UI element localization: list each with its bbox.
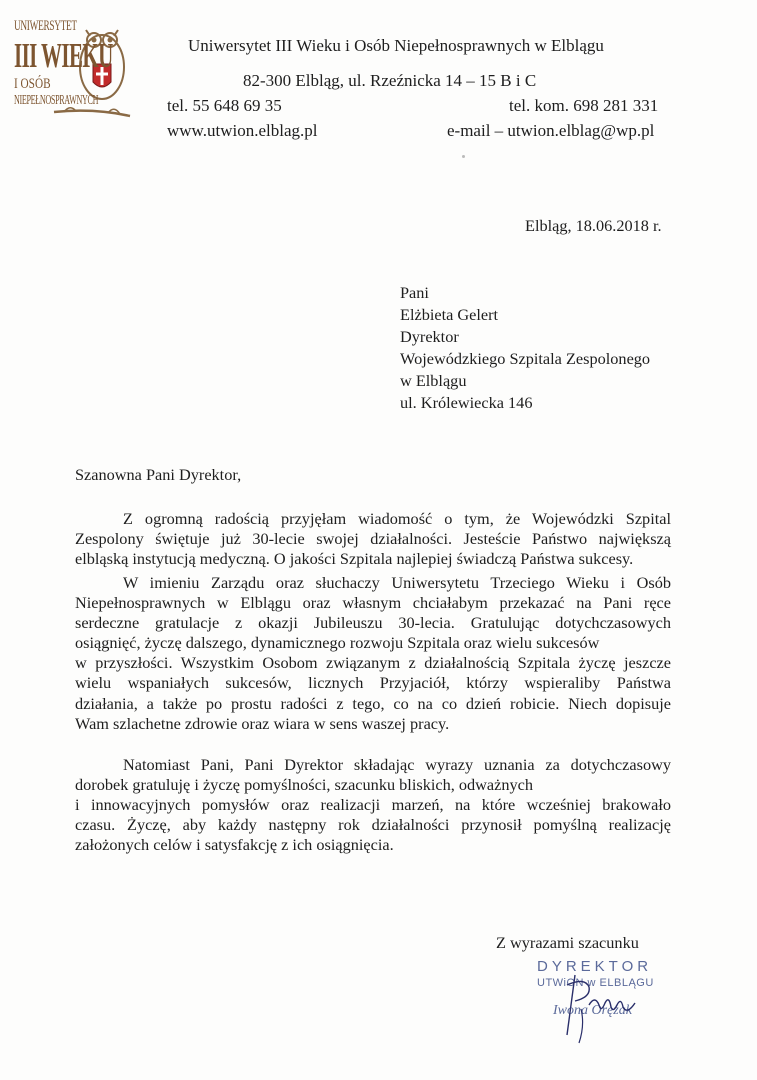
recipient-line1: Pani bbox=[400, 283, 429, 302]
stamp-name: Iwona Orężak bbox=[553, 1003, 632, 1018]
org-mobile: tel. kom. 698 281 331 bbox=[509, 96, 659, 115]
org-website: www.utwion.elblag.pl bbox=[167, 121, 318, 140]
paragraph-line: wielu wspaniałych sukcesów, licznych Przyjaciół, którzy wspieraliby Państwa bbox=[75, 673, 671, 693]
paragraph-line: dorobek gratuluję i życzę pomyślności, szacunku bliskich, odważnych bbox=[75, 775, 534, 795]
paragraph-line: i innowacyjnych pomysłów oraz realizacji marzeń, na które wcześniej brakowało bbox=[75, 795, 671, 815]
salutation: Szanowna Pani Dyrektor, bbox=[75, 465, 242, 484]
paragraph-line: założonych celów i satysfakcję z ich osiągnięcia. bbox=[75, 835, 394, 855]
logo-text-line3: I OSÓB bbox=[14, 76, 51, 92]
paragraph-2 bbox=[75, 573, 671, 734]
org-address: 82-300 Elbląg, ul. Rzeźnicka 14 – 15 B i C bbox=[243, 71, 537, 90]
paragraph-line: Z ogromną radością przyjęłam wiadomość o tym, że Wojewódzki Szpital bbox=[123, 509, 671, 528]
recipient-street: ul. Królewiecka 146 bbox=[400, 393, 533, 412]
logo-text-line2: III WIEKU bbox=[14, 36, 113, 75]
org-phone: tel. 55 648 69 35 bbox=[167, 96, 282, 115]
paragraph-line: działania, a także po prostu radości z tego, co na co dzień robicie. Niech dopisuje bbox=[75, 693, 671, 713]
paragraph-3 bbox=[75, 755, 671, 855]
university-logo bbox=[14, 12, 132, 130]
letter-date: Elbląg, 18.06.2018 r. bbox=[525, 216, 662, 235]
paragraph-line: czasu. Życzę, aby każdy następny rok działalności przynosił pomyślną realizację bbox=[75, 815, 671, 835]
recipient-institution: Wojewódzkiego Szpitala Zespolonego bbox=[400, 349, 651, 368]
paragraph-line: W imieniu Zarządu oraz słuchaczy Uniwersytetu Trzeciego Wieku i Osób bbox=[123, 573, 671, 592]
punch-mark bbox=[462, 155, 465, 158]
recipient-title: Dyrektor bbox=[400, 327, 459, 346]
logo-text-line1: UNIWERSYTET bbox=[14, 18, 77, 34]
paragraph-line: Wam szlachetne zdrowie oraz wiara w sens waszej pracy. bbox=[75, 713, 450, 733]
recipient-city: w Elblągu bbox=[400, 371, 467, 390]
paragraph-line: osiągnięć, życzę dalszego, dynamicznego rozwoju Szpitala oraz wielu sukcesów bbox=[75, 633, 600, 653]
handwritten-signature bbox=[545, 965, 655, 1050]
org-email: e-mail – utwion.elblag@wp.pl bbox=[447, 121, 655, 140]
logo-text-line4: NIEPEŁNOSPRAWNYCH bbox=[14, 93, 99, 108]
paragraph-1 bbox=[75, 509, 671, 569]
paragraph-line: elbląską instytucją medyczną. O jakości Szpitala najlepiej świadczą Państwa sukcesy. bbox=[75, 549, 634, 569]
stamp-title: DYREKTOR bbox=[537, 958, 653, 975]
paragraph-line: w przyszłości. Wszystkim Osobom związanym z działalnością Szpitala życzę jeszcze bbox=[75, 653, 671, 673]
paragraph-line: Niepełnosprawnych w Elblągu oraz własnym chciałabym przekazać na Pani ręce bbox=[75, 593, 671, 613]
stamp-org: UTWiON w ELBLĄGU bbox=[537, 977, 654, 989]
recipient-name: Elżbieta Gelert bbox=[400, 305, 499, 324]
closing: Z wyrazami szacunku bbox=[496, 933, 639, 952]
paragraph-line: Zespolony świętuje już 30-lecie swojej działalności. Jesteście Państwo największą bbox=[75, 529, 671, 549]
paragraph-line: serdeczne gratulacje z okazji Jubileuszu 30-lecia. Gratulując dotychczasowych bbox=[75, 613, 671, 633]
org-name: Uniwersytet III Wieku i Osób Niepełnosprawnych w Elblągu bbox=[188, 36, 604, 55]
paragraph-line: Natomiast Pani, Pani Dyrektor składając wyrazy uznania za dotychczasowy bbox=[123, 755, 671, 774]
